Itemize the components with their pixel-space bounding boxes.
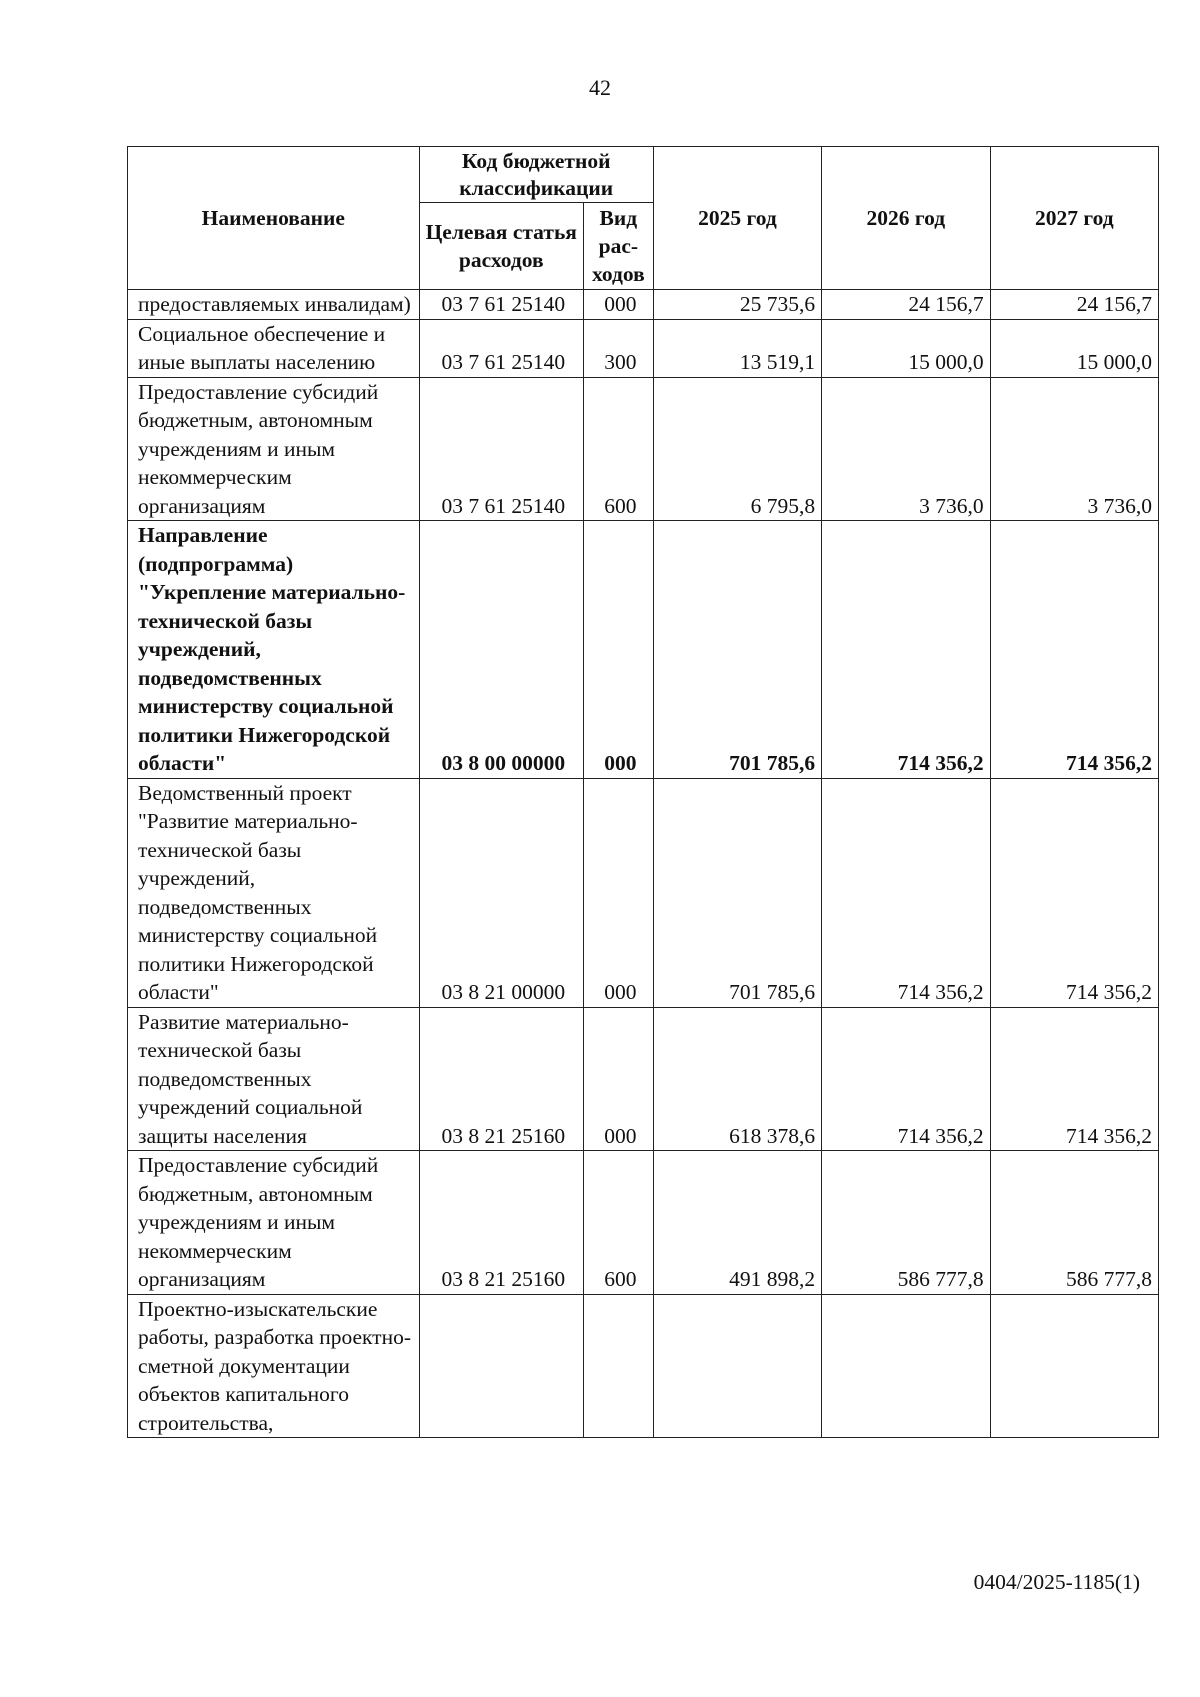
row-value-2025: 618 378,6 [653, 1007, 821, 1151]
row-value-2026: 3 736,0 [822, 377, 990, 521]
row-expense-type: 300 [583, 319, 653, 377]
row-target-article: 03 8 21 00000 [419, 778, 583, 1007]
row-value-2027: 714 356,2 [990, 521, 1158, 779]
row-value-2026: 714 356,2 [822, 1007, 990, 1151]
row-value-2025: 701 785,6 [653, 778, 821, 1007]
row-expense-type: 000 [583, 778, 653, 1007]
row-value-2025: 25 735,6 [653, 290, 821, 320]
row-target-article: 03 7 61 25140 [419, 377, 583, 521]
header-name: Наименование [128, 147, 420, 290]
row-value-2026: 586 777,8 [822, 1151, 990, 1295]
row-value-2025: 701 785,6 [653, 521, 821, 779]
row-name: Предоставление субсидий бюджетным, автономным учреждениям и иным некоммерческим организациям [128, 377, 420, 521]
row-name: Ведомственный проект "Развитие материально-технической базы учреждений, подведомственных министерству социальной политики Нижегородской области" [128, 778, 420, 1007]
row-value-2027: 15 000,0 [990, 319, 1158, 377]
row-name: Предоставление субсидий бюджетным, автономным учреждениям и иным некоммерческим организациям [128, 1151, 420, 1295]
table-row [128, 1007, 1159, 1151]
row-value-2026: 15 000,0 [822, 319, 990, 377]
row-target-article: 03 7 61 25140 [419, 319, 583, 377]
row-value-2025: 6 795,8 [653, 377, 821, 521]
row-value-2027: 24 156,7 [990, 290, 1158, 320]
row-value-2027 [990, 1294, 1158, 1438]
table-row [128, 377, 1159, 521]
row-name: Направление (подпрограмма) "Укрепление материально-технической базы учреждений, подведомственных министерству социальной политики Нижегородской области" [128, 521, 420, 779]
row-value-2026: 24 156,7 [822, 290, 990, 320]
row-value-2025: 491 898,2 [653, 1151, 821, 1295]
page-number: 42 [589, 75, 611, 100]
row-name: предоставляемых инвалидам) [128, 290, 420, 320]
row-expense-type [583, 1294, 653, 1438]
header-year-2027: 2027 год [990, 147, 1158, 290]
row-value-2027: 714 356,2 [990, 778, 1158, 1007]
row-target-article: 03 8 00 00000 [419, 521, 583, 779]
row-expense-type: 000 [583, 1007, 653, 1151]
row-value-2026: 714 356,2 [822, 521, 990, 779]
header-year-2025: 2025 год [653, 147, 821, 290]
row-expense-type: 000 [583, 521, 653, 779]
row-value-2027: 714 356,2 [990, 1007, 1158, 1151]
row-value-2026 [822, 1294, 990, 1438]
row-target-article: 03 7 61 25140 [419, 290, 583, 320]
row-value-2027: 586 777,8 [990, 1151, 1158, 1295]
row-target-article: 03 8 21 25160 [419, 1007, 583, 1151]
row-value-2026: 714 356,2 [822, 778, 990, 1007]
row-expense-type: 600 [583, 1151, 653, 1295]
row-target-article [419, 1294, 583, 1438]
header-expense-type: Вид рас-ходов [583, 203, 653, 290]
row-value-2027: 3 736,0 [990, 377, 1158, 521]
row-expense-type: 600 [583, 377, 653, 521]
budget-table [127, 146, 1159, 1438]
table-row [128, 1151, 1159, 1295]
row-value-2025 [653, 1294, 821, 1438]
header-year-2026: 2026 год [822, 147, 990, 290]
row-name: Развитие материально-технической базы подведомственных учреждений социальной защиты населения [128, 1007, 420, 1151]
document-id: 0404/2025-1185(1) [973, 1570, 1140, 1594]
table-row [128, 319, 1159, 377]
table-row [128, 290, 1159, 320]
row-expense-type: 000 [583, 290, 653, 320]
table-row [128, 778, 1159, 1007]
table-row-section [128, 521, 1159, 779]
table-row [128, 1294, 1159, 1438]
header-budget-code: Код бюджетной классификации [419, 147, 653, 203]
row-value-2025: 13 519,1 [653, 319, 821, 377]
row-name: Проектно-изыскательские работы, разработка проектно-сметной документации объектов капитального строительства, [128, 1294, 420, 1438]
header-target-article: Целевая статья расходов [419, 203, 583, 290]
row-target-article: 03 8 21 25160 [419, 1151, 583, 1295]
row-name: Социальное обеспечение и иные выплаты населению [128, 319, 420, 377]
